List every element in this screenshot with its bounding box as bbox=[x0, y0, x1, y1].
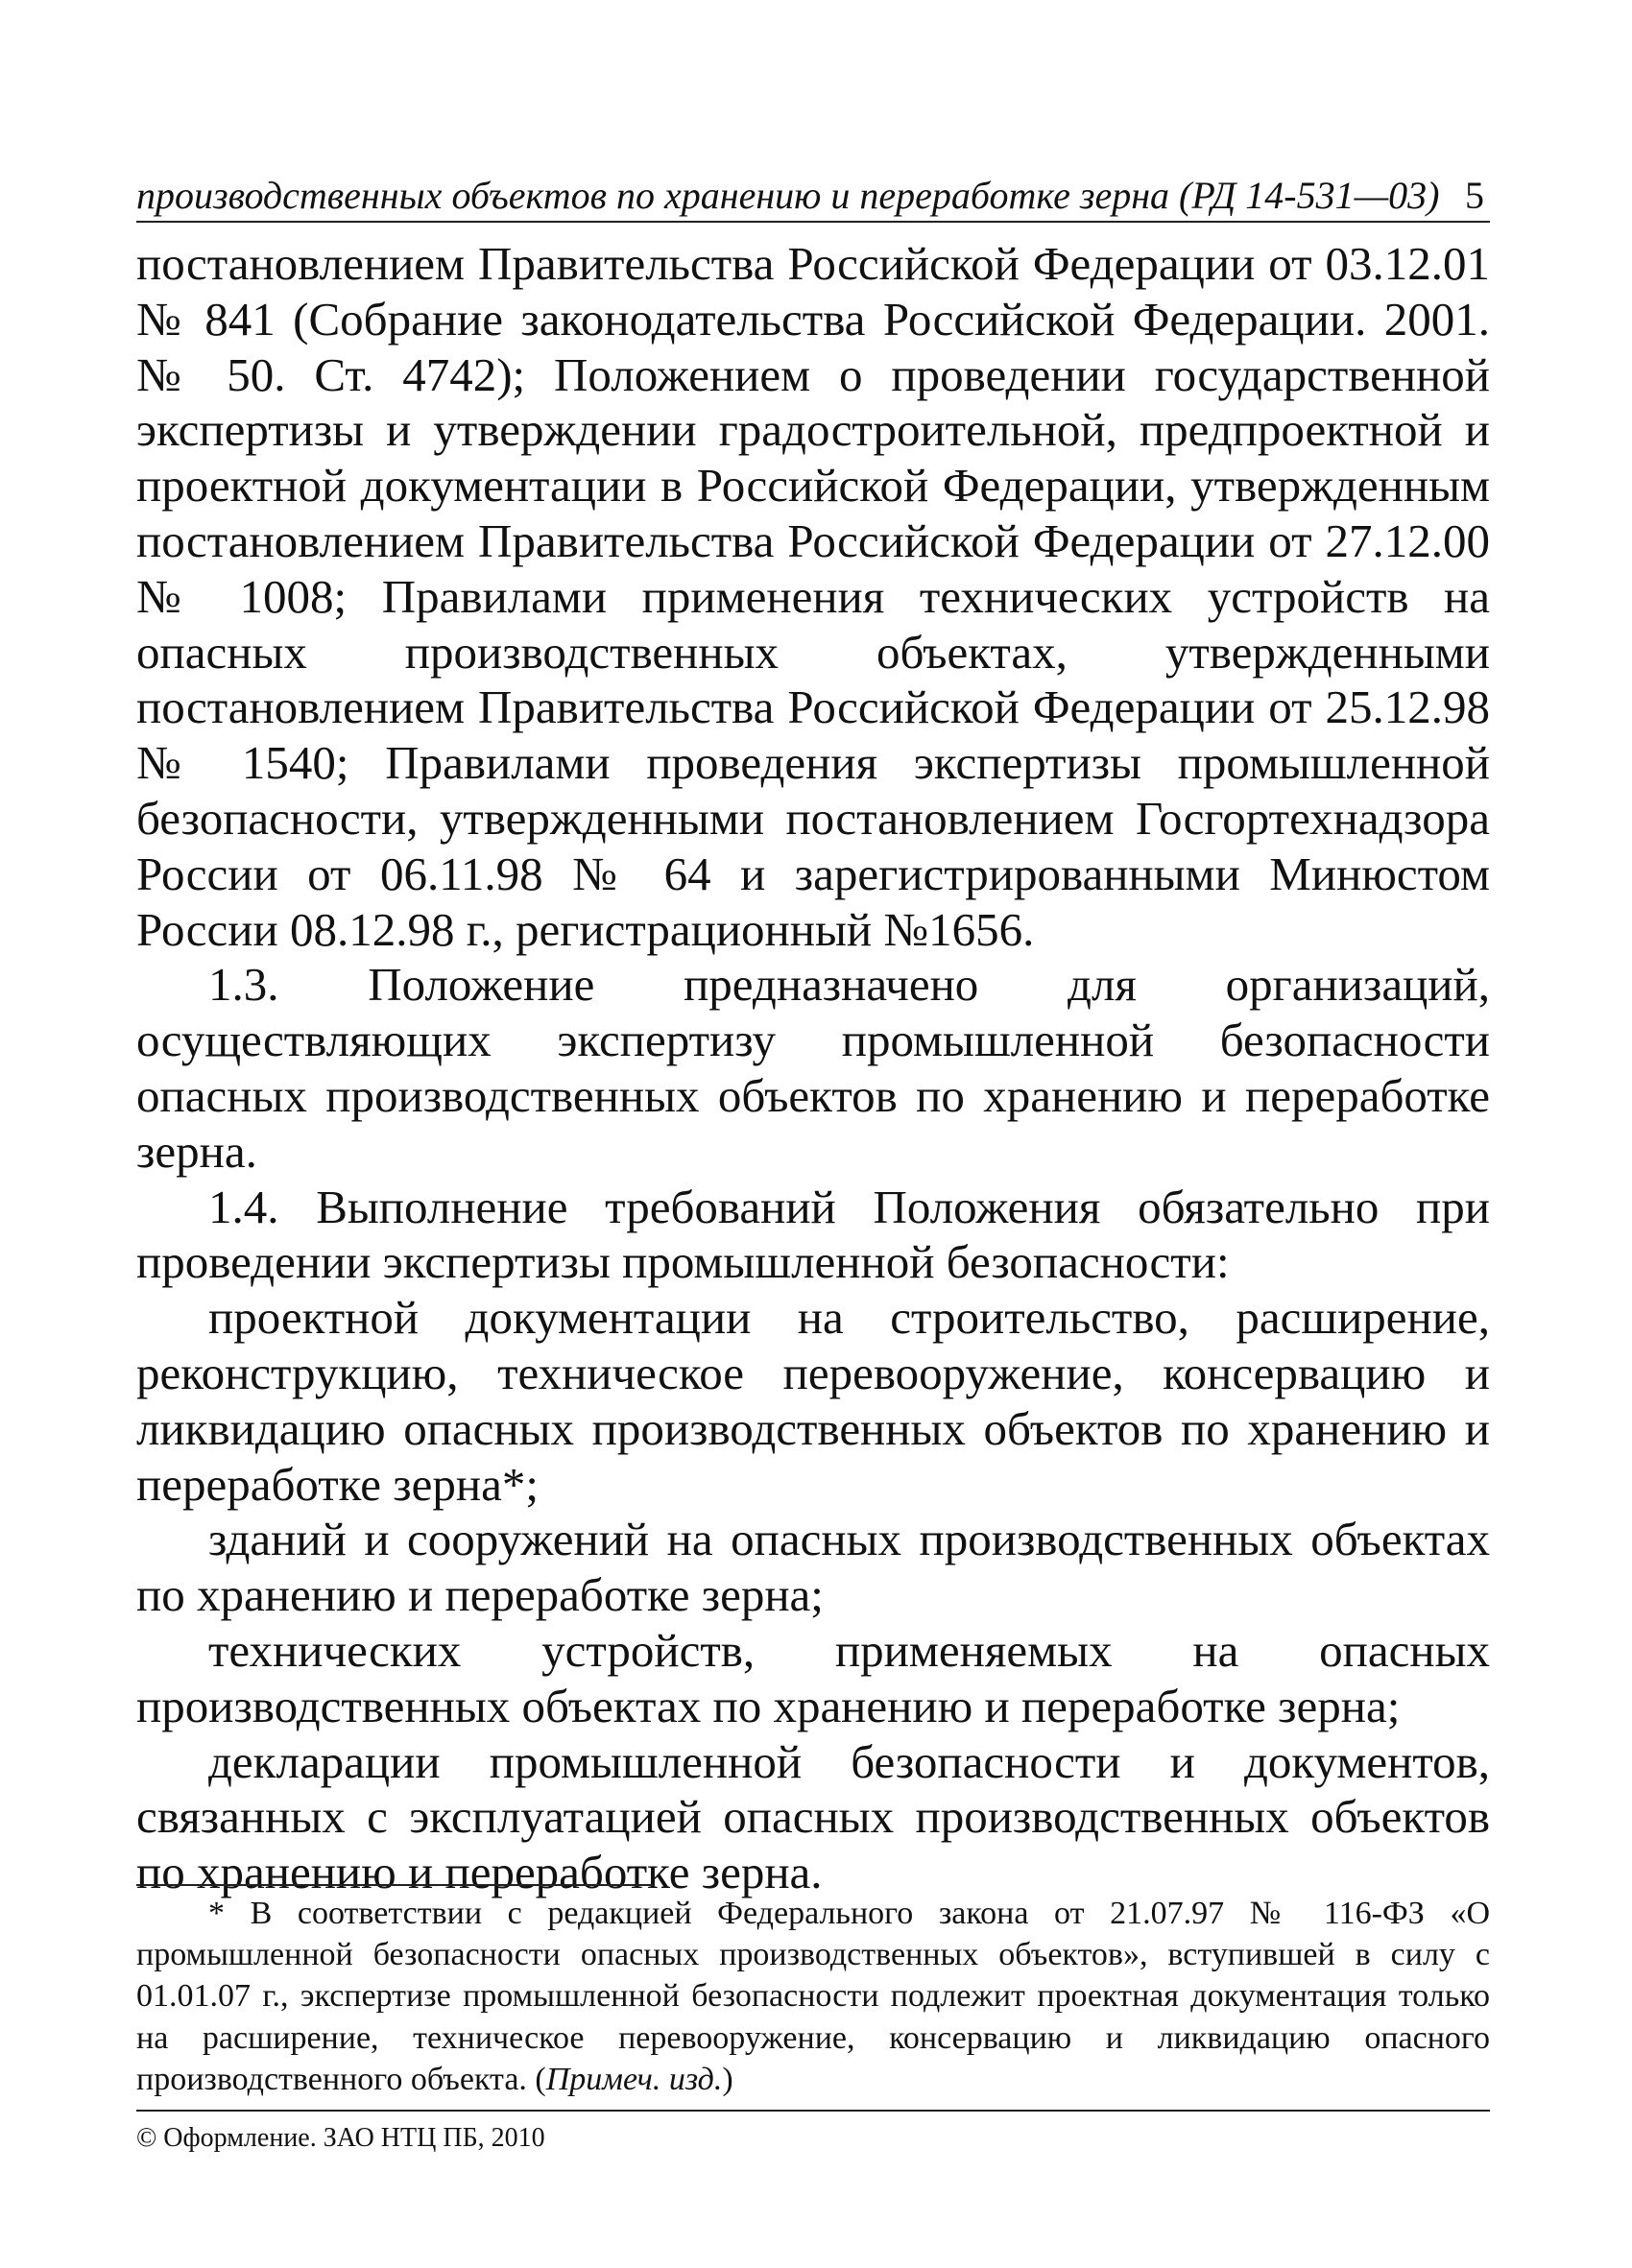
paragraph-continued: постановлением Правительства Российской Федерации от 03.12.01 № 841 (Собрание законодательства Российской Федерации. 2001. № 50. Ст. 4742); Положением о проведении государственной экспертизы и утверждении градостроительной, предпроектной и проектной документации в Российской Федерации, утвержденным постановлением Правительства Российской Федерации от 27.12.00 № 1008; Правилами применения технических устройств на опасных производственных объектах, утвержденными постановлением Правительства Российской Федерации от 25.12.98 № 1540; Правилами проведения экспертизы промышленной безопасности, утвержденными постановлением Госгортехнадзора России от 06.11.98 № 64 и зарегистрированными Минюстом России 08.12.98 г., регистрационный №1656. bbox=[136, 237, 1490, 956]
footnote-note-close: ) bbox=[722, 2061, 733, 2097]
list-item-project-docs: проектной документации на строительство, расширение, реконструкцию, техническое перевооружение, консервацию и ликвидацию опасных производственных объектов по хранению и переработке зерна*; bbox=[136, 1291, 1490, 1511]
header-title: производственных объектов по хранению и переработке зерна (РД 14-531—03) bbox=[136, 174, 1440, 217]
footnote-publisher-note: Примеч. изд. bbox=[545, 2061, 723, 2097]
list-item-technical-devices: технических устройств, применяемых на опасных производственных объектах по хранению и переработке зерна; bbox=[136, 1623, 1490, 1732]
copyright-line: © Оформление. ЗАО НТЦ ПБ, 2010 bbox=[136, 2123, 545, 2153]
footnote bbox=[136, 1893, 1490, 2100]
running-header bbox=[136, 161, 1490, 223]
footer-divider bbox=[136, 2110, 1490, 2112]
page-number: 5 bbox=[1465, 174, 1484, 217]
paragraph-1-4: 1.4. Выполнение требований Положения обязательно при проведении экспертизы промышленной безопасности: bbox=[136, 1180, 1490, 1289]
body-text bbox=[136, 236, 1490, 1900]
list-item-declaration: декларации промышленной безопасности и документов, связанных с эксплуатацией опасных производственных объектов по хранению и переработке зерна. bbox=[136, 1734, 1490, 1899]
footnote-text: * В соответствии с редакцией Федерального закона от 21.07.97 № 116-ФЗ «О промышленной безопасности опасных производственных объектов», вступившей в силу с 01.01.07 г., экспертизе промышленной безопасности подлежит проектная документация только на расширение, техническое перевооружение, консервацию и ликвидацию опасного производственного объекта. bbox=[136, 1896, 1490, 2097]
footnote-note-open: ( bbox=[526, 2061, 546, 2097]
footnote-divider bbox=[136, 1884, 655, 1886]
paragraph-1-3: 1.3. Положение предназначено для организаций, осуществляющих экспертизу промышленной безопасности опасных производственных объектов по хранению и переработке зерна. bbox=[136, 958, 1490, 1178]
list-item-buildings: зданий и сооружений на опасных производственных объектах по хранению и переработке зерна; bbox=[136, 1513, 1490, 1622]
